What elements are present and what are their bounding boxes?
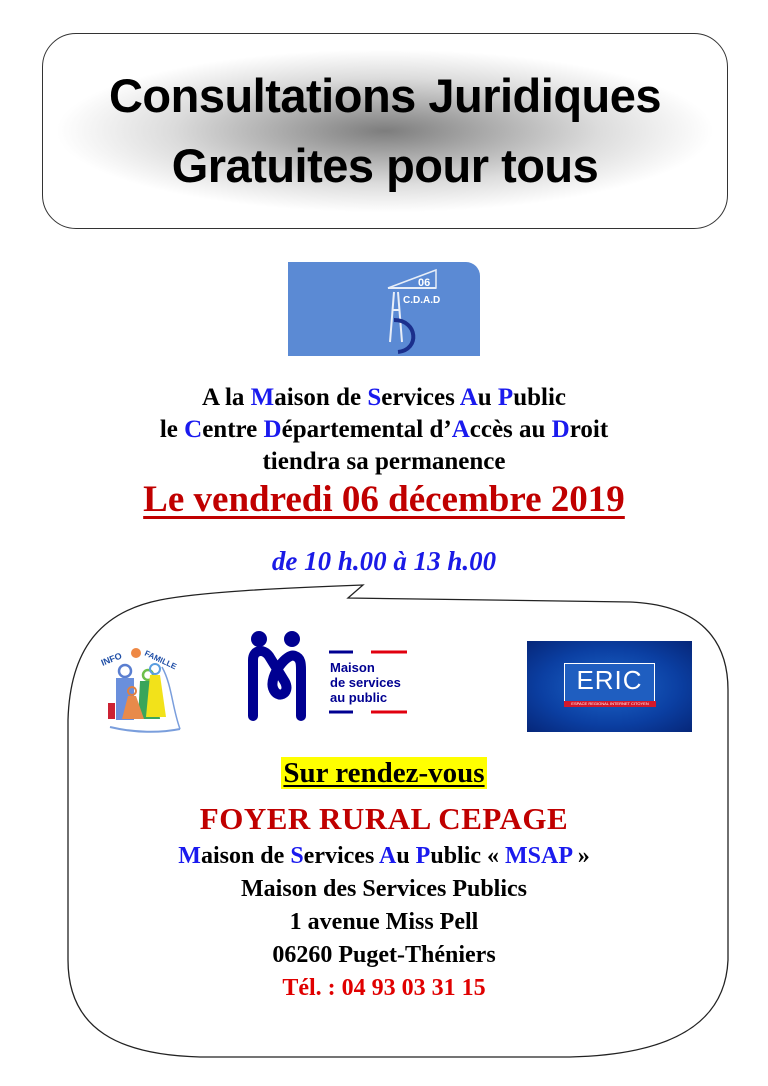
eric-name: ERIC	[564, 663, 655, 702]
address-line-2: 1 avenue Miss Pell	[289, 909, 479, 935]
msap-logo	[247, 630, 417, 722]
appointment-line	[0, 757, 768, 790]
event-hours: de 10 h.00 à 13 h.00	[271, 546, 497, 576]
intro-line-1: A la Maison de Services Au Public	[202, 384, 566, 411]
intro-line-3: tiendra sa permanence	[262, 448, 506, 475]
venue-name: FOYER RURAL CEPAGE	[199, 801, 569, 836]
msap-line: Maison de Services Au Public « MSAP »	[178, 843, 590, 869]
svg-text:au public: au public	[330, 690, 388, 705]
address-line-1: Maison des Services Publics	[241, 876, 527, 902]
title-line-1: Consultations Juridiques	[108, 69, 662, 122]
svg-text:de services: de services	[330, 675, 401, 690]
event-date: Le vendredi 06 décembre 2019	[143, 479, 625, 520]
title-line-2: Gratuites pour tous	[171, 139, 599, 192]
svg-text:C.D.A.D: C.D.A.D	[403, 295, 441, 306]
svg-text:INFO: INFO	[100, 650, 124, 668]
svg-text:FAMILLE: FAMILLE	[143, 648, 178, 672]
info-famille-logo	[100, 645, 182, 735]
phone-number: Tél. : 04 93 03 31 15	[282, 975, 486, 1001]
eric-tagline: ESPACE REGIONAL INTERNET CITOYEN	[564, 701, 656, 707]
svg-text:Maison: Maison	[330, 660, 375, 675]
address-line-3: 06260 Puget-Théniers	[272, 942, 496, 968]
svg-text:06: 06	[418, 277, 431, 289]
eric-logo	[527, 641, 692, 732]
appointment-highlight: Sur rendez-vous	[283, 757, 485, 789]
intro-line-2: le Centre Départemental d’Accès au Droit	[159, 416, 609, 443]
